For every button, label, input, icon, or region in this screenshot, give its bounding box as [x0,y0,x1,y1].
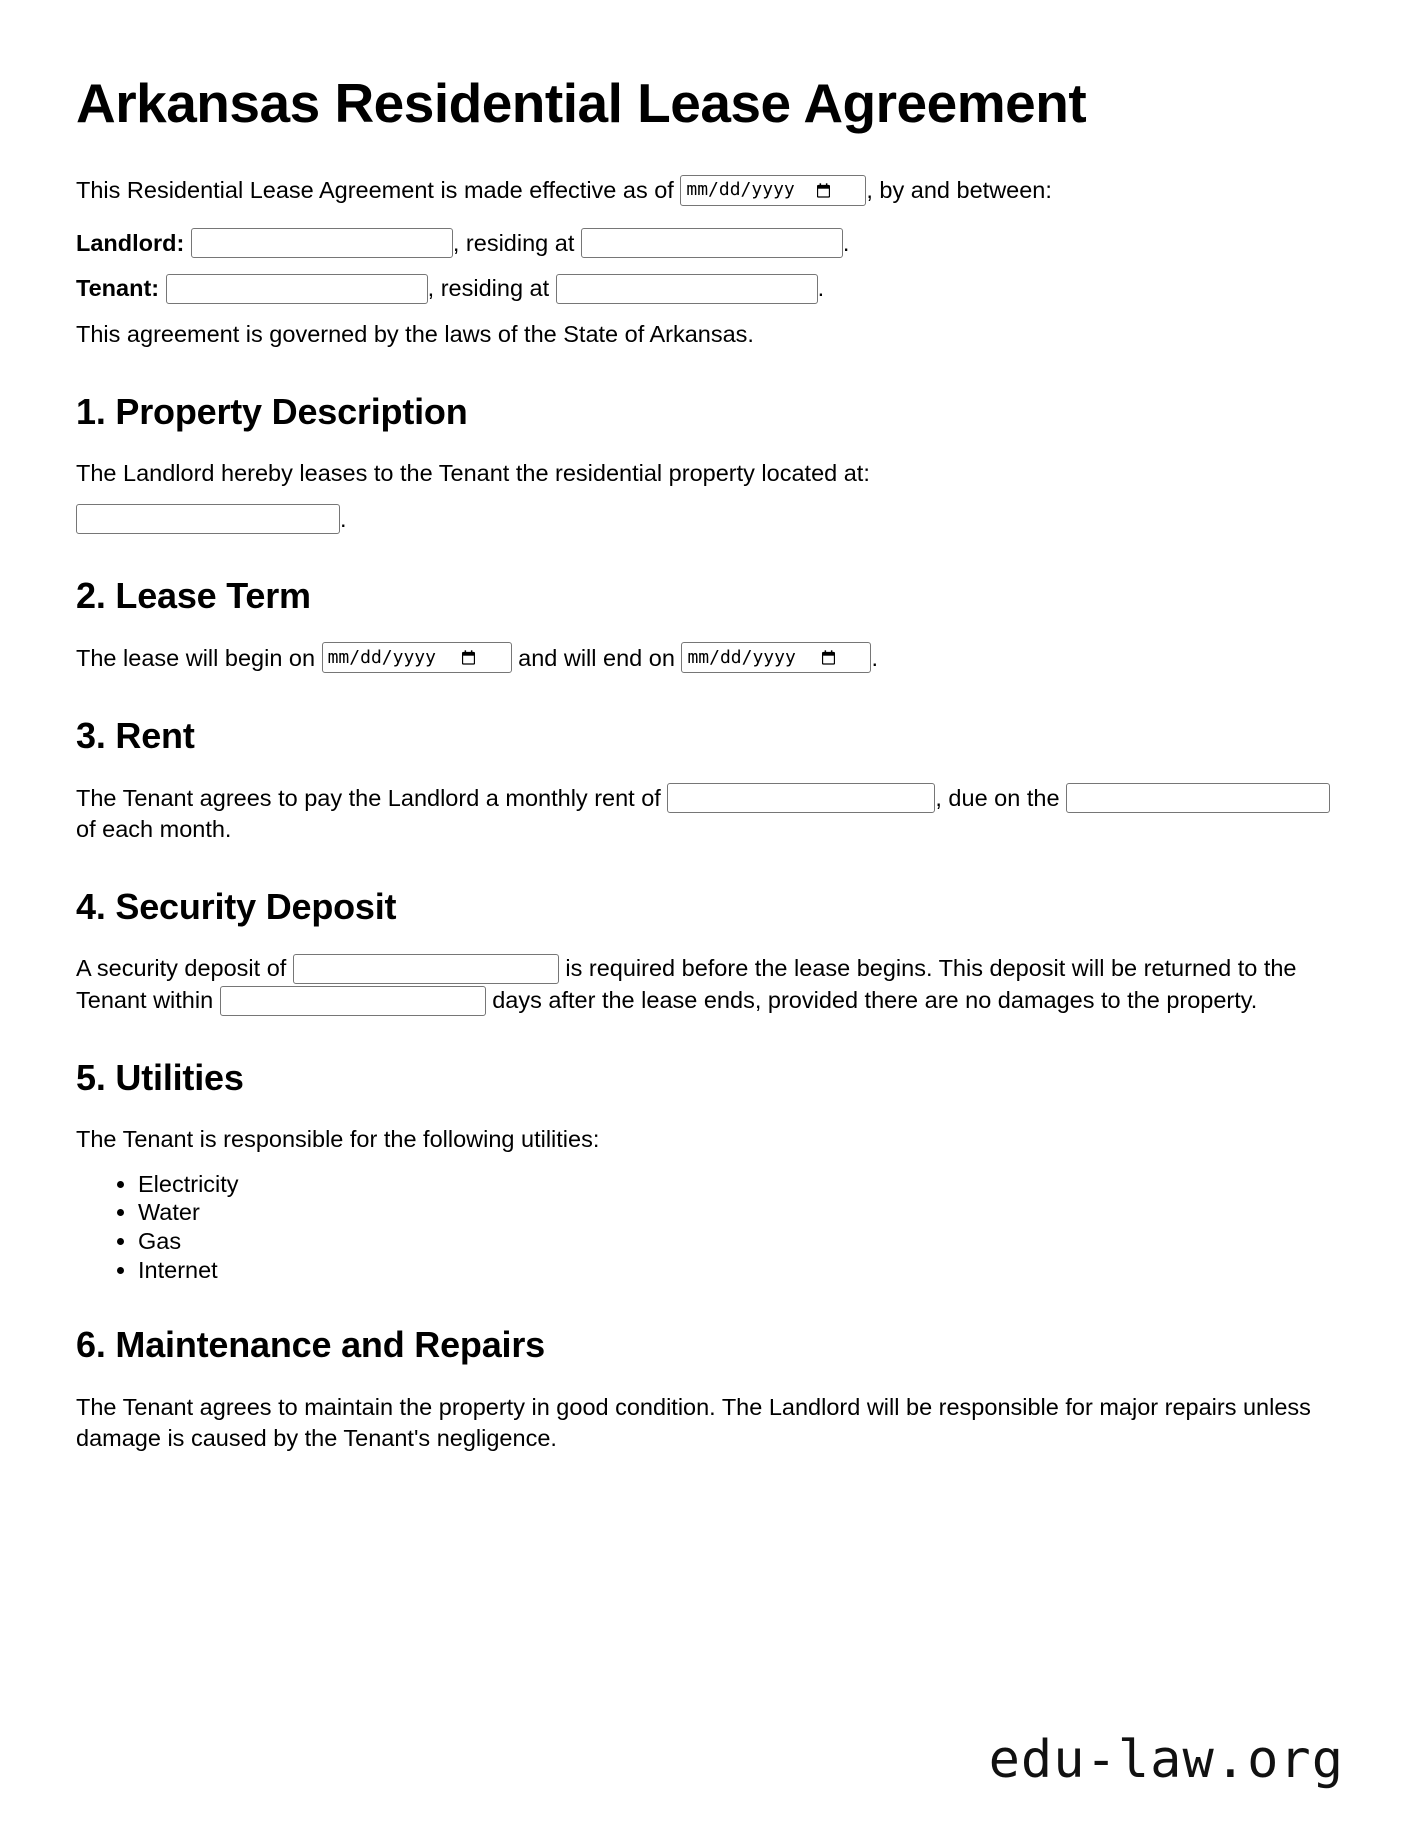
section-heading-property-description: 1. Property Description [76,390,468,432]
section-heading-lease-term: 2. Lease Term [76,575,311,617]
rent-text-before-amount: The Tenant agrees to pay the Landlord a monthly rent of [76,784,661,811]
utilities-intro-text: The Tenant is responsible for the following utilities: [76,1126,600,1153]
landlord-name-input[interactable] [191,228,453,258]
tenant-address-input[interactable] [556,274,818,304]
lease-term-text-before-start: The lease will begin on [76,644,316,671]
landlord-label: Landlord: [76,229,185,256]
deposit-text-after-days: days after the lease ends, provided there are no damages to the property. [492,986,1258,1013]
section-heading-rent: 3. Rent [76,715,195,757]
rent-row [76,783,1344,846]
maintenance-text: The Tenant agrees to maintain the property in good condition. The Landlord will be responsible for major repairs unless damage is caused by the Tenant's negligence. [76,1393,1311,1452]
governing-law-text: This agreement is governed by the laws of the State of Arkansas. [76,321,754,348]
intro-text-before-date: This Residential Lease Agreement is made effective as of [76,177,674,204]
watermark: edu-law.org [988,1730,1344,1790]
security-deposit-row [76,953,1344,1017]
tenant-residing-text: , residing at [427,275,550,302]
landlord-row [76,228,1344,260]
page-title: Arkansas Residential Lease Agreement [76,72,1087,134]
lease-end-date-input[interactable] [681,642,871,673]
tenant-name-input[interactable] [166,274,428,304]
list-item: • Electricity [138,1170,1344,1199]
rent-text-after-amount: , due on the [935,784,1060,811]
security-deposit-amount-input[interactable] [293,954,559,984]
landlord-residing-text: , residing at [452,229,575,256]
section-heading-security-deposit: 4. Security Deposit [76,885,397,927]
property-address-input[interactable] [76,504,340,534]
rent-due-day-input[interactable] [1066,783,1330,813]
deposit-return-days-input[interactable] [220,986,486,1016]
intro-text-after-date: , by and between: [866,177,1052,204]
tenant-row [76,273,1344,305]
deposit-text-after-amount: is required before the lease begins. This deposit will be returned to the Tenant within [76,955,1297,1013]
lease-end-date-placeholder: mm/dd/yyyy [687,646,796,668]
utilities-list [76,1170,1344,1285]
rent-amount-input[interactable] [667,783,935,813]
property-address-row [76,504,1344,536]
lease-start-date-placeholder: mm/dd/yyyy [327,646,436,668]
calendar-icon[interactable] [822,650,835,665]
tenant-label: Tenant: [76,275,160,302]
lease-start-date-input[interactable] [322,642,512,673]
landlord-period: . [842,229,850,256]
landlord-address-input[interactable] [581,228,843,258]
effective-date-placeholder: mm/dd/yyyy [686,179,795,201]
calendar-icon[interactable] [817,183,830,198]
deposit-text-before-amount: A security deposit of [76,955,287,982]
lease-term-row [76,643,1344,675]
lease-term-text-between: and will end on [518,644,675,671]
lease-term-period: . [871,644,878,671]
list-item: • Gas [138,1227,1344,1256]
property-address-period: . [340,505,347,532]
intro-paragraph [76,175,1344,207]
section-heading-maintenance-and-repairs: 6. Maintenance and Repairs [76,1324,545,1366]
property-description-text: The Landlord hereby leases to the Tenant the residential property located at: [76,460,870,487]
effective-date-input[interactable] [680,175,866,206]
rent-text-after-day: of each month. [76,816,232,843]
list-item: • Water [138,1198,1344,1227]
calendar-icon[interactable] [462,650,475,665]
section-heading-utilities: 5. Utilities [76,1056,244,1098]
list-item: • Internet [138,1256,1344,1285]
tenant-period: . [817,275,825,302]
